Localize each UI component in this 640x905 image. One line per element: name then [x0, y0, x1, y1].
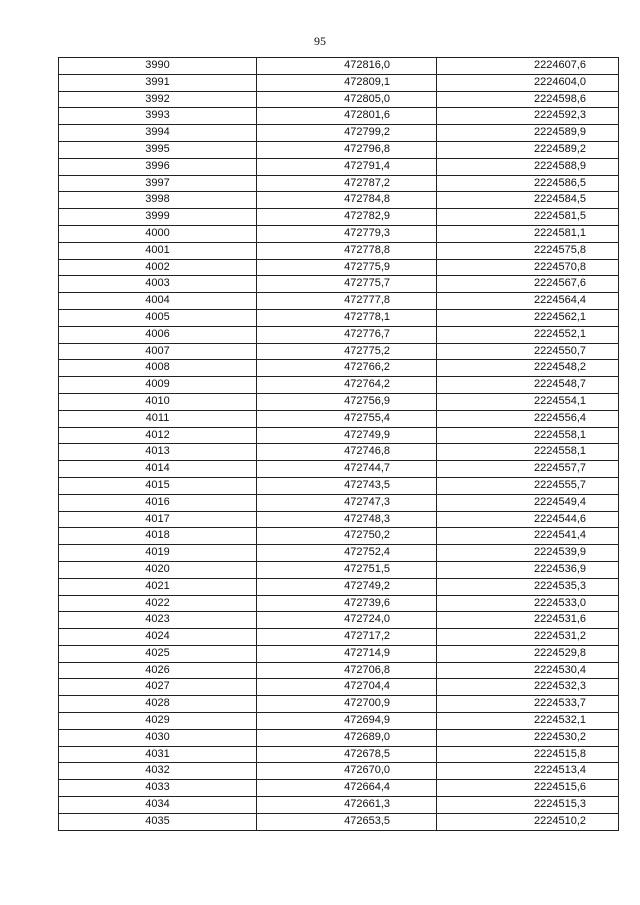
point-number-cell: 4020 — [59, 561, 257, 578]
point-number-cell: 4019 — [59, 545, 257, 562]
point-number-cell: 4009 — [59, 377, 257, 394]
table-row — [59, 763, 619, 780]
table-row — [59, 175, 619, 192]
point-number-cell: 4010 — [59, 393, 257, 410]
y-coordinate-cell: 2224515,6 — [437, 780, 619, 797]
y-coordinate-cell: 2224592,3 — [437, 108, 619, 125]
x-coordinate-cell: 472743,5 — [257, 477, 437, 494]
table-row — [59, 561, 619, 578]
point-number-cell: 4000 — [59, 225, 257, 242]
x-coordinate-cell: 472749,9 — [257, 427, 437, 444]
y-coordinate-cell: 2224598,6 — [437, 91, 619, 108]
point-number-cell: 4024 — [59, 629, 257, 646]
x-coordinate-cell: 472801,6 — [257, 108, 437, 125]
x-coordinate-cell: 472747,3 — [257, 494, 437, 511]
x-coordinate-cell: 472653,5 — [257, 813, 437, 830]
y-coordinate-cell: 2224550,7 — [437, 343, 619, 360]
point-number-cell: 4027 — [59, 679, 257, 696]
y-coordinate-cell: 2224513,4 — [437, 763, 619, 780]
table-row — [59, 293, 619, 310]
x-coordinate-cell: 472661,3 — [257, 797, 437, 814]
table-row — [59, 326, 619, 343]
y-coordinate-cell: 2224541,4 — [437, 528, 619, 545]
point-number-cell: 4015 — [59, 477, 257, 494]
y-coordinate-cell: 2224607,6 — [437, 58, 619, 75]
table-row — [59, 679, 619, 696]
point-number-cell: 4011 — [59, 410, 257, 427]
x-coordinate-cell: 472670,0 — [257, 763, 437, 780]
point-number-cell: 4007 — [59, 343, 257, 360]
x-coordinate-cell: 472704,4 — [257, 679, 437, 696]
table-row — [59, 729, 619, 746]
point-number-cell: 4029 — [59, 713, 257, 730]
point-number-cell: 3998 — [59, 192, 257, 209]
point-number-cell: 4012 — [59, 427, 257, 444]
x-coordinate-cell: 472816,0 — [257, 58, 437, 75]
point-number-cell: 4022 — [59, 595, 257, 612]
point-number-cell: 4018 — [59, 528, 257, 545]
point-number-cell: 4004 — [59, 293, 257, 310]
y-coordinate-cell: 2224557,7 — [437, 461, 619, 478]
point-number-cell: 4026 — [59, 662, 257, 679]
table-row — [59, 276, 619, 293]
table-row — [59, 813, 619, 830]
y-coordinate-cell: 2224532,3 — [437, 679, 619, 696]
x-coordinate-cell: 472778,8 — [257, 242, 437, 259]
point-number-cell: 4008 — [59, 360, 257, 377]
point-number-cell: 3994 — [59, 125, 257, 142]
y-coordinate-cell: 2224531,6 — [437, 612, 619, 629]
point-number-cell: 3995 — [59, 141, 257, 158]
point-number-cell: 3991 — [59, 74, 257, 91]
y-coordinate-cell: 2224570,8 — [437, 259, 619, 276]
x-coordinate-cell: 472784,8 — [257, 192, 437, 209]
table-row — [59, 108, 619, 125]
table-row — [59, 461, 619, 478]
table-row — [59, 141, 619, 158]
y-coordinate-cell: 2224589,9 — [437, 125, 619, 142]
y-coordinate-cell: 2224552,1 — [437, 326, 619, 343]
table-row — [59, 242, 619, 259]
point-number-cell: 4033 — [59, 780, 257, 797]
table-row — [59, 595, 619, 612]
point-number-cell: 3999 — [59, 209, 257, 226]
point-number-cell: 3997 — [59, 175, 257, 192]
table-row — [59, 225, 619, 242]
x-coordinate-cell: 472755,4 — [257, 410, 437, 427]
x-coordinate-cell: 472678,5 — [257, 746, 437, 763]
y-coordinate-cell: 2224556,4 — [437, 410, 619, 427]
x-coordinate-cell: 472706,8 — [257, 662, 437, 679]
y-coordinate-cell: 2224529,8 — [437, 645, 619, 662]
point-number-cell: 4005 — [59, 309, 257, 326]
x-coordinate-cell: 472779,3 — [257, 225, 437, 242]
x-coordinate-cell: 472799,2 — [257, 125, 437, 142]
x-coordinate-cell: 472791,4 — [257, 158, 437, 175]
x-coordinate-cell: 472782,9 — [257, 209, 437, 226]
table-row — [59, 645, 619, 662]
point-number-cell: 3993 — [59, 108, 257, 125]
point-number-cell: 4002 — [59, 259, 257, 276]
table-row — [59, 545, 619, 562]
point-number-cell: 4032 — [59, 763, 257, 780]
x-coordinate-cell: 472766,2 — [257, 360, 437, 377]
table-row — [59, 343, 619, 360]
x-coordinate-cell: 472689,0 — [257, 729, 437, 746]
y-coordinate-cell: 2224567,6 — [437, 276, 619, 293]
table-row — [59, 713, 619, 730]
point-number-cell: 4014 — [59, 461, 257, 478]
point-number-cell: 4016 — [59, 494, 257, 511]
table-row — [59, 746, 619, 763]
x-coordinate-cell: 472809,1 — [257, 74, 437, 91]
coordinates-table — [58, 57, 619, 831]
x-coordinate-cell: 472776,7 — [257, 326, 437, 343]
x-coordinate-cell: 472700,9 — [257, 696, 437, 713]
point-number-cell: 3990 — [59, 58, 257, 75]
y-coordinate-cell: 2224510,2 — [437, 813, 619, 830]
table-row — [59, 192, 619, 209]
x-coordinate-cell: 472805,0 — [257, 91, 437, 108]
point-number-cell: 4023 — [59, 612, 257, 629]
y-coordinate-cell: 2224558,1 — [437, 427, 619, 444]
y-coordinate-cell: 2224549,4 — [437, 494, 619, 511]
x-coordinate-cell: 472748,3 — [257, 511, 437, 528]
y-coordinate-cell: 2224536,9 — [437, 561, 619, 578]
point-number-cell: 4034 — [59, 797, 257, 814]
y-coordinate-cell: 2224558,1 — [437, 444, 619, 461]
x-coordinate-cell: 472744,7 — [257, 461, 437, 478]
x-coordinate-cell: 472778,1 — [257, 309, 437, 326]
table-row — [59, 377, 619, 394]
x-coordinate-cell: 472775,9 — [257, 259, 437, 276]
y-coordinate-cell: 2224548,2 — [437, 360, 619, 377]
y-coordinate-cell: 2224564,4 — [437, 293, 619, 310]
table-row — [59, 528, 619, 545]
x-coordinate-cell: 472724,0 — [257, 612, 437, 629]
table-row — [59, 612, 619, 629]
x-coordinate-cell: 472756,9 — [257, 393, 437, 410]
table-row — [59, 780, 619, 797]
table-row — [59, 444, 619, 461]
x-coordinate-cell: 472717,2 — [257, 629, 437, 646]
point-number-cell: 4030 — [59, 729, 257, 746]
point-number-cell: 4035 — [59, 813, 257, 830]
table-row — [59, 58, 619, 75]
y-coordinate-cell: 2224584,5 — [437, 192, 619, 209]
x-coordinate-cell: 472694,9 — [257, 713, 437, 730]
table-row — [59, 125, 619, 142]
table-row — [59, 209, 619, 226]
y-coordinate-cell: 2224539,9 — [437, 545, 619, 562]
table-row — [59, 477, 619, 494]
x-coordinate-cell: 472775,7 — [257, 276, 437, 293]
y-coordinate-cell: 2224548,7 — [437, 377, 619, 394]
y-coordinate-cell: 2224535,3 — [437, 578, 619, 595]
point-number-cell: 4001 — [59, 242, 257, 259]
table-row — [59, 427, 619, 444]
table-row — [59, 797, 619, 814]
x-coordinate-cell: 472750,2 — [257, 528, 437, 545]
y-coordinate-cell: 2224530,2 — [437, 729, 619, 746]
table-row — [59, 360, 619, 377]
x-coordinate-cell: 472751,5 — [257, 561, 437, 578]
y-coordinate-cell: 2224604,0 — [437, 74, 619, 91]
x-coordinate-cell: 472746,8 — [257, 444, 437, 461]
coordinates-table-body — [59, 58, 619, 831]
x-coordinate-cell: 472664,4 — [257, 780, 437, 797]
y-coordinate-cell: 2224554,1 — [437, 393, 619, 410]
table-row — [59, 393, 619, 410]
table-row — [59, 410, 619, 427]
table-row — [59, 158, 619, 175]
y-coordinate-cell: 2224581,1 — [437, 225, 619, 242]
y-coordinate-cell: 2224531,2 — [437, 629, 619, 646]
y-coordinate-cell: 2224515,8 — [437, 746, 619, 763]
point-number-cell: 4017 — [59, 511, 257, 528]
point-number-cell: 4003 — [59, 276, 257, 293]
y-coordinate-cell: 2224544,6 — [437, 511, 619, 528]
y-coordinate-cell: 2224562,1 — [437, 309, 619, 326]
table-row — [59, 629, 619, 646]
table-row — [59, 511, 619, 528]
x-coordinate-cell: 472764,2 — [257, 377, 437, 394]
point-number-cell: 4025 — [59, 645, 257, 662]
table-row — [59, 494, 619, 511]
table-row — [59, 662, 619, 679]
table-row — [59, 578, 619, 595]
x-coordinate-cell: 472752,4 — [257, 545, 437, 562]
point-number-cell: 4006 — [59, 326, 257, 343]
y-coordinate-cell: 2224530,4 — [437, 662, 619, 679]
x-coordinate-cell: 472777,8 — [257, 293, 437, 310]
point-number-cell: 4013 — [59, 444, 257, 461]
y-coordinate-cell: 2224532,1 — [437, 713, 619, 730]
y-coordinate-cell: 2224588,9 — [437, 158, 619, 175]
table-row — [59, 74, 619, 91]
table-row — [59, 91, 619, 108]
point-number-cell: 4028 — [59, 696, 257, 713]
y-coordinate-cell: 2224555,7 — [437, 477, 619, 494]
x-coordinate-cell: 472787,2 — [257, 175, 437, 192]
y-coordinate-cell: 2224581,5 — [437, 209, 619, 226]
point-number-cell: 4021 — [59, 578, 257, 595]
y-coordinate-cell: 2224589,2 — [437, 141, 619, 158]
x-coordinate-cell: 472739,6 — [257, 595, 437, 612]
y-coordinate-cell: 2224533,0 — [437, 595, 619, 612]
point-number-cell: 4031 — [59, 746, 257, 763]
point-number-cell: 3992 — [59, 91, 257, 108]
x-coordinate-cell: 472749,2 — [257, 578, 437, 595]
x-coordinate-cell: 472796,8 — [257, 141, 437, 158]
y-coordinate-cell: 2224586,5 — [437, 175, 619, 192]
y-coordinate-cell: 2224515,3 — [437, 797, 619, 814]
table-row — [59, 259, 619, 276]
table-row — [59, 696, 619, 713]
point-number-cell: 3996 — [59, 158, 257, 175]
y-coordinate-cell: 2224533,7 — [437, 696, 619, 713]
page-number: 95 — [314, 34, 326, 48]
x-coordinate-cell: 472714,9 — [257, 645, 437, 662]
y-coordinate-cell: 2224575,8 — [437, 242, 619, 259]
x-coordinate-cell: 472775,2 — [257, 343, 437, 360]
table-row — [59, 309, 619, 326]
